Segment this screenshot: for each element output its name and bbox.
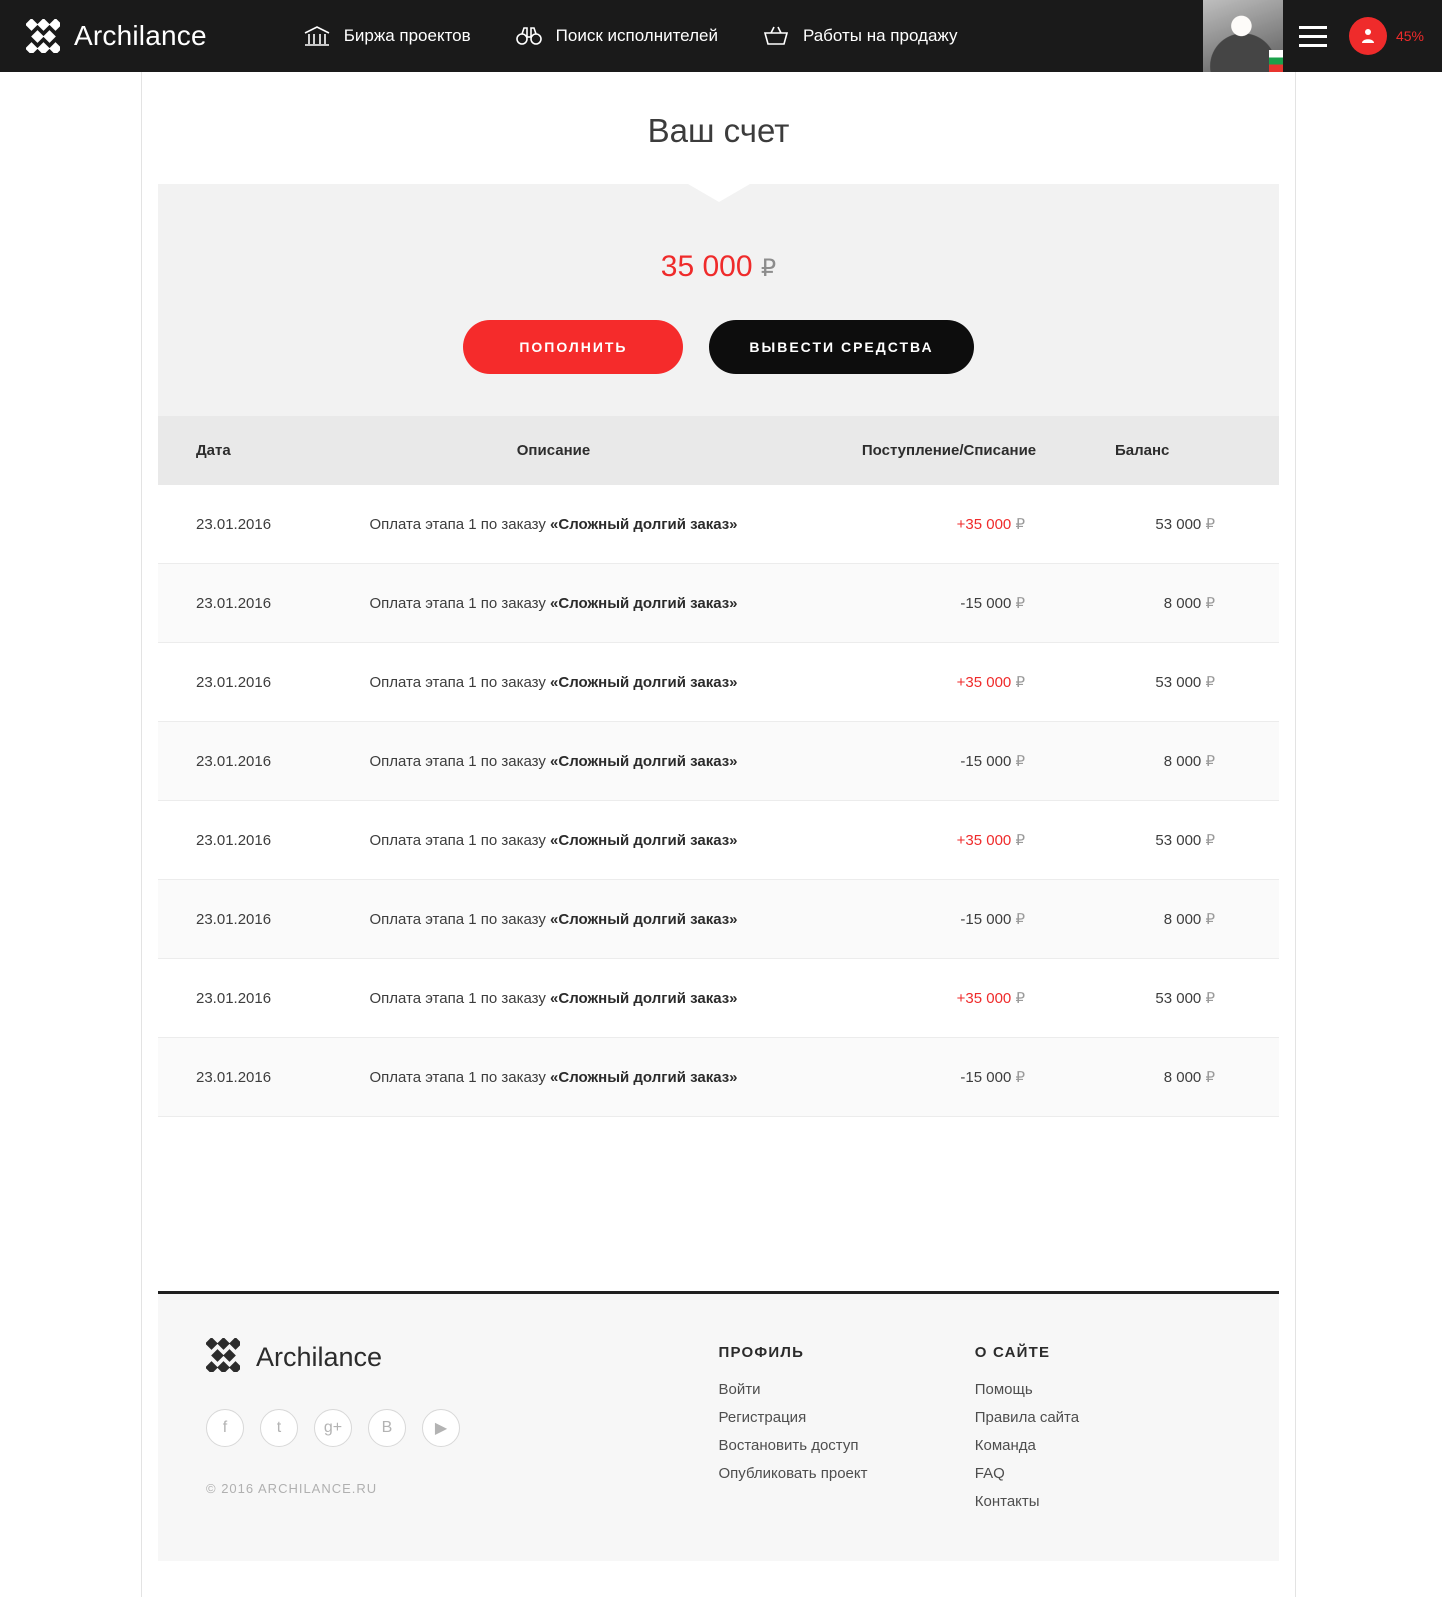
desc-order-title: «Сложный долгий заказ» [550,673,738,691]
cell-amount [799,959,1099,1038]
cell-description [308,959,799,1038]
burger-line [1299,44,1327,47]
profile-avatar-icon [1349,17,1387,55]
cell-description [308,485,799,564]
amount-value: -15 000 [960,595,1012,612]
footer-link-list [975,1381,1231,1510]
desc-prefix: Оплата этапа 1 по заказу [369,515,551,533]
main-nav [303,24,958,48]
cell-date: 23.01.2016 [158,1038,308,1117]
google-plus-icon[interactable]: g+ [314,1409,352,1447]
nav-item-works-for-sale[interactable] [762,24,958,48]
nav-item-search-freelancers[interactable] [515,24,718,48]
cell-amount [799,643,1099,722]
cell-description [308,564,799,643]
balance-currency: ₽ [760,255,777,282]
archilance-logo-icon [206,1338,240,1377]
table-row [158,801,1279,880]
column-header-description: Описание [308,416,799,485]
footer-link[interactable]: Опубликовать проект [718,1465,868,1482]
footer-logo[interactable] [206,1338,719,1377]
balance-value: 8 000 [1163,753,1202,770]
table-row [158,722,1279,801]
amount-currency: ₽ [1015,990,1025,1007]
bank-icon [303,24,331,48]
balance-value: 53 000 [1155,674,1202,691]
amount-value: -15 000 [960,753,1012,770]
cell-description [308,801,799,880]
facebook-icon[interactable]: f [206,1409,244,1447]
amount-currency: ₽ [1015,674,1025,691]
cell-description [308,643,799,722]
desc-prefix: Оплата этапа 1 по заказу [369,673,551,691]
cell-balance [1099,959,1279,1038]
footer-link[interactable]: Помощь [974,1381,1033,1398]
cell-amount [799,722,1099,801]
balance-actions [158,320,1279,374]
cell-balance [1099,1038,1279,1117]
balance-value: 53 000 [1155,990,1202,1007]
nav-item-projects[interactable] [303,24,471,48]
nav-item-label: Биржа проектов [343,26,471,45]
cell-balance [1099,722,1279,801]
page-body [0,72,1442,1597]
cell-balance [1099,564,1279,643]
nav-item-label: Работы на продажу [802,26,958,45]
copyright-text: © 2016 ARCHILANCE.RU [206,1481,378,1496]
burger-line [1299,35,1327,38]
desc-order-title: «Сложный долгий заказ» [550,910,738,928]
withdraw-button[interactable]: ВЫВЕСТИ СРЕДСТВА [709,320,973,374]
table-row [158,564,1279,643]
column-header-date: Дата [158,416,308,485]
balance-panel [158,184,1279,416]
cell-description [308,722,799,801]
profile-completeness[interactable] [1343,17,1442,55]
brand-logo[interactable] [0,19,207,53]
footer-link[interactable]: Востановить доступ [718,1437,859,1454]
cell-description [308,880,799,959]
brand-name: Archilance [74,20,207,51]
cell-balance [1099,485,1279,564]
cell-amount [799,564,1099,643]
page-title: Ваш счет [647,112,790,149]
country-flag-icon [1269,50,1283,72]
footer-column-title: О САЙТЕ [974,1344,1051,1361]
footer-link[interactable]: Контакты [974,1493,1040,1510]
balance-currency: ₽ [1205,911,1215,928]
binoculars-icon [515,24,543,48]
cell-date: 23.01.2016 [158,485,308,564]
transactions-table [158,416,1279,1117]
amount-value: +35 000 [956,516,1012,533]
archilance-logo-icon [26,19,60,53]
amount-currency: ₽ [1015,595,1025,612]
amount-value: +35 000 [956,832,1012,849]
burger-line [1299,26,1327,29]
desc-order-title: «Сложный долгий заказ» [550,515,738,533]
cell-date: 23.01.2016 [158,801,308,880]
desc-order-title: «Сложный долгий заказ» [550,989,738,1007]
footer-brand-block [206,1338,719,1521]
cell-description [308,1038,799,1117]
balance-value: 8 000 [1163,911,1202,928]
spacer [142,1141,1295,1291]
balance-value: 53 000 [1155,832,1202,849]
desc-prefix: Оплата этапа 1 по заказу [369,831,551,849]
footer-link[interactable]: Войти [718,1381,761,1398]
cell-date: 23.01.2016 [158,564,308,643]
desc-order-title: «Сложный долгий заказ» [550,752,738,770]
desc-prefix: Оплата этапа 1 по заказу [369,752,551,770]
footer-link[interactable]: Команда [974,1437,1036,1454]
amount-currency: ₽ [1015,911,1025,928]
transactions-table-shell [142,416,1295,1141]
site-footer [158,1291,1279,1561]
balance-value: 8 000 [1163,595,1202,612]
footer-column-profile [719,1338,975,1521]
social-links [206,1409,719,1447]
balance-value: 53 000 [1155,516,1202,533]
table-row [158,485,1279,564]
table-header-row [158,416,1279,485]
desc-prefix: Оплата этапа 1 по заказу [369,1068,551,1086]
amount-value: -15 000 [960,911,1012,928]
footer-link[interactable]: FAQ [974,1465,1005,1482]
balance-currency: ₽ [1205,674,1215,691]
balance-value: 35 000 [660,250,753,283]
footer-brand-name: Archilance [256,1342,383,1372]
balance-value: 8 000 [1163,1069,1202,1086]
table-head [158,416,1279,485]
content-column [141,72,1296,1597]
desc-order-title: «Сложный долгий заказ» [550,594,738,612]
nav-item-label: Поиск исполнителей [555,26,718,45]
header-right-cluster [1203,0,1442,72]
cell-date: 23.01.2016 [158,880,308,959]
cell-balance [1099,880,1279,959]
menu-button[interactable] [1283,0,1343,72]
desc-order-title: «Сложный долгий заказ» [550,831,738,849]
desc-prefix: Оплата этапа 1 по заказу [369,594,551,612]
table-row [158,643,1279,722]
avatar[interactable] [1203,0,1283,72]
amount-currency: ₽ [1015,516,1025,533]
balance-currency: ₽ [1205,753,1215,770]
desc-prefix: Оплата этапа 1 по заказу [369,989,551,1007]
balance-currency: ₽ [1205,595,1215,612]
vk-icon[interactable]: В [368,1409,406,1447]
footer-link[interactable]: Регистрация [718,1409,807,1426]
table-body [158,485,1279,1117]
cell-balance [1099,801,1279,880]
column-header-amount: Поступление/Списание [799,416,1099,485]
basket-icon [762,24,790,48]
amount-currency: ₽ [1015,1069,1025,1086]
footer-link[interactable]: Правила сайта [974,1409,1080,1426]
desc-prefix: Оплата этапа 1 по заказу [369,910,551,928]
column-header-balance: Баланс [1099,416,1279,485]
balance-panel-wrap [142,184,1295,416]
site-header [0,0,1442,72]
table-row [158,880,1279,959]
deposit-button[interactable]: ПОПОЛНИТЬ [463,320,683,374]
cell-date: 23.01.2016 [158,722,308,801]
balance-currency: ₽ [1205,1069,1215,1086]
panel-notch-decoration [688,184,750,202]
footer-accent-line [158,1291,458,1294]
amount-value: +35 000 [956,990,1012,1007]
balance-currency: ₽ [1205,832,1215,849]
table-row [158,959,1279,1038]
table-row [158,1038,1279,1117]
footer-column-about [975,1338,1231,1521]
footer-column-title: ПРОФИЛЬ [718,1344,805,1361]
twitter-icon[interactable]: t [260,1409,298,1447]
amount-currency: ₽ [1015,753,1025,770]
amount-value: +35 000 [956,674,1012,691]
youtube-icon[interactable]: ▶ [422,1409,460,1447]
amount-value: -15 000 [960,1069,1012,1086]
amount-currency: ₽ [1015,832,1025,849]
balance-amount [158,250,1279,284]
cell-amount [799,880,1099,959]
desc-order-title: «Сложный долгий заказ» [550,1068,738,1086]
cell-amount [799,801,1099,880]
profile-percent-label: 45% [1395,28,1424,44]
cell-amount [799,1038,1099,1117]
cell-date: 23.01.2016 [158,643,308,722]
cell-amount [799,485,1099,564]
cell-date: 23.01.2016 [158,959,308,1038]
cell-balance [1099,643,1279,722]
balance-currency: ₽ [1205,516,1215,533]
balance-currency: ₽ [1205,990,1215,1007]
footer-link-list [719,1381,975,1482]
